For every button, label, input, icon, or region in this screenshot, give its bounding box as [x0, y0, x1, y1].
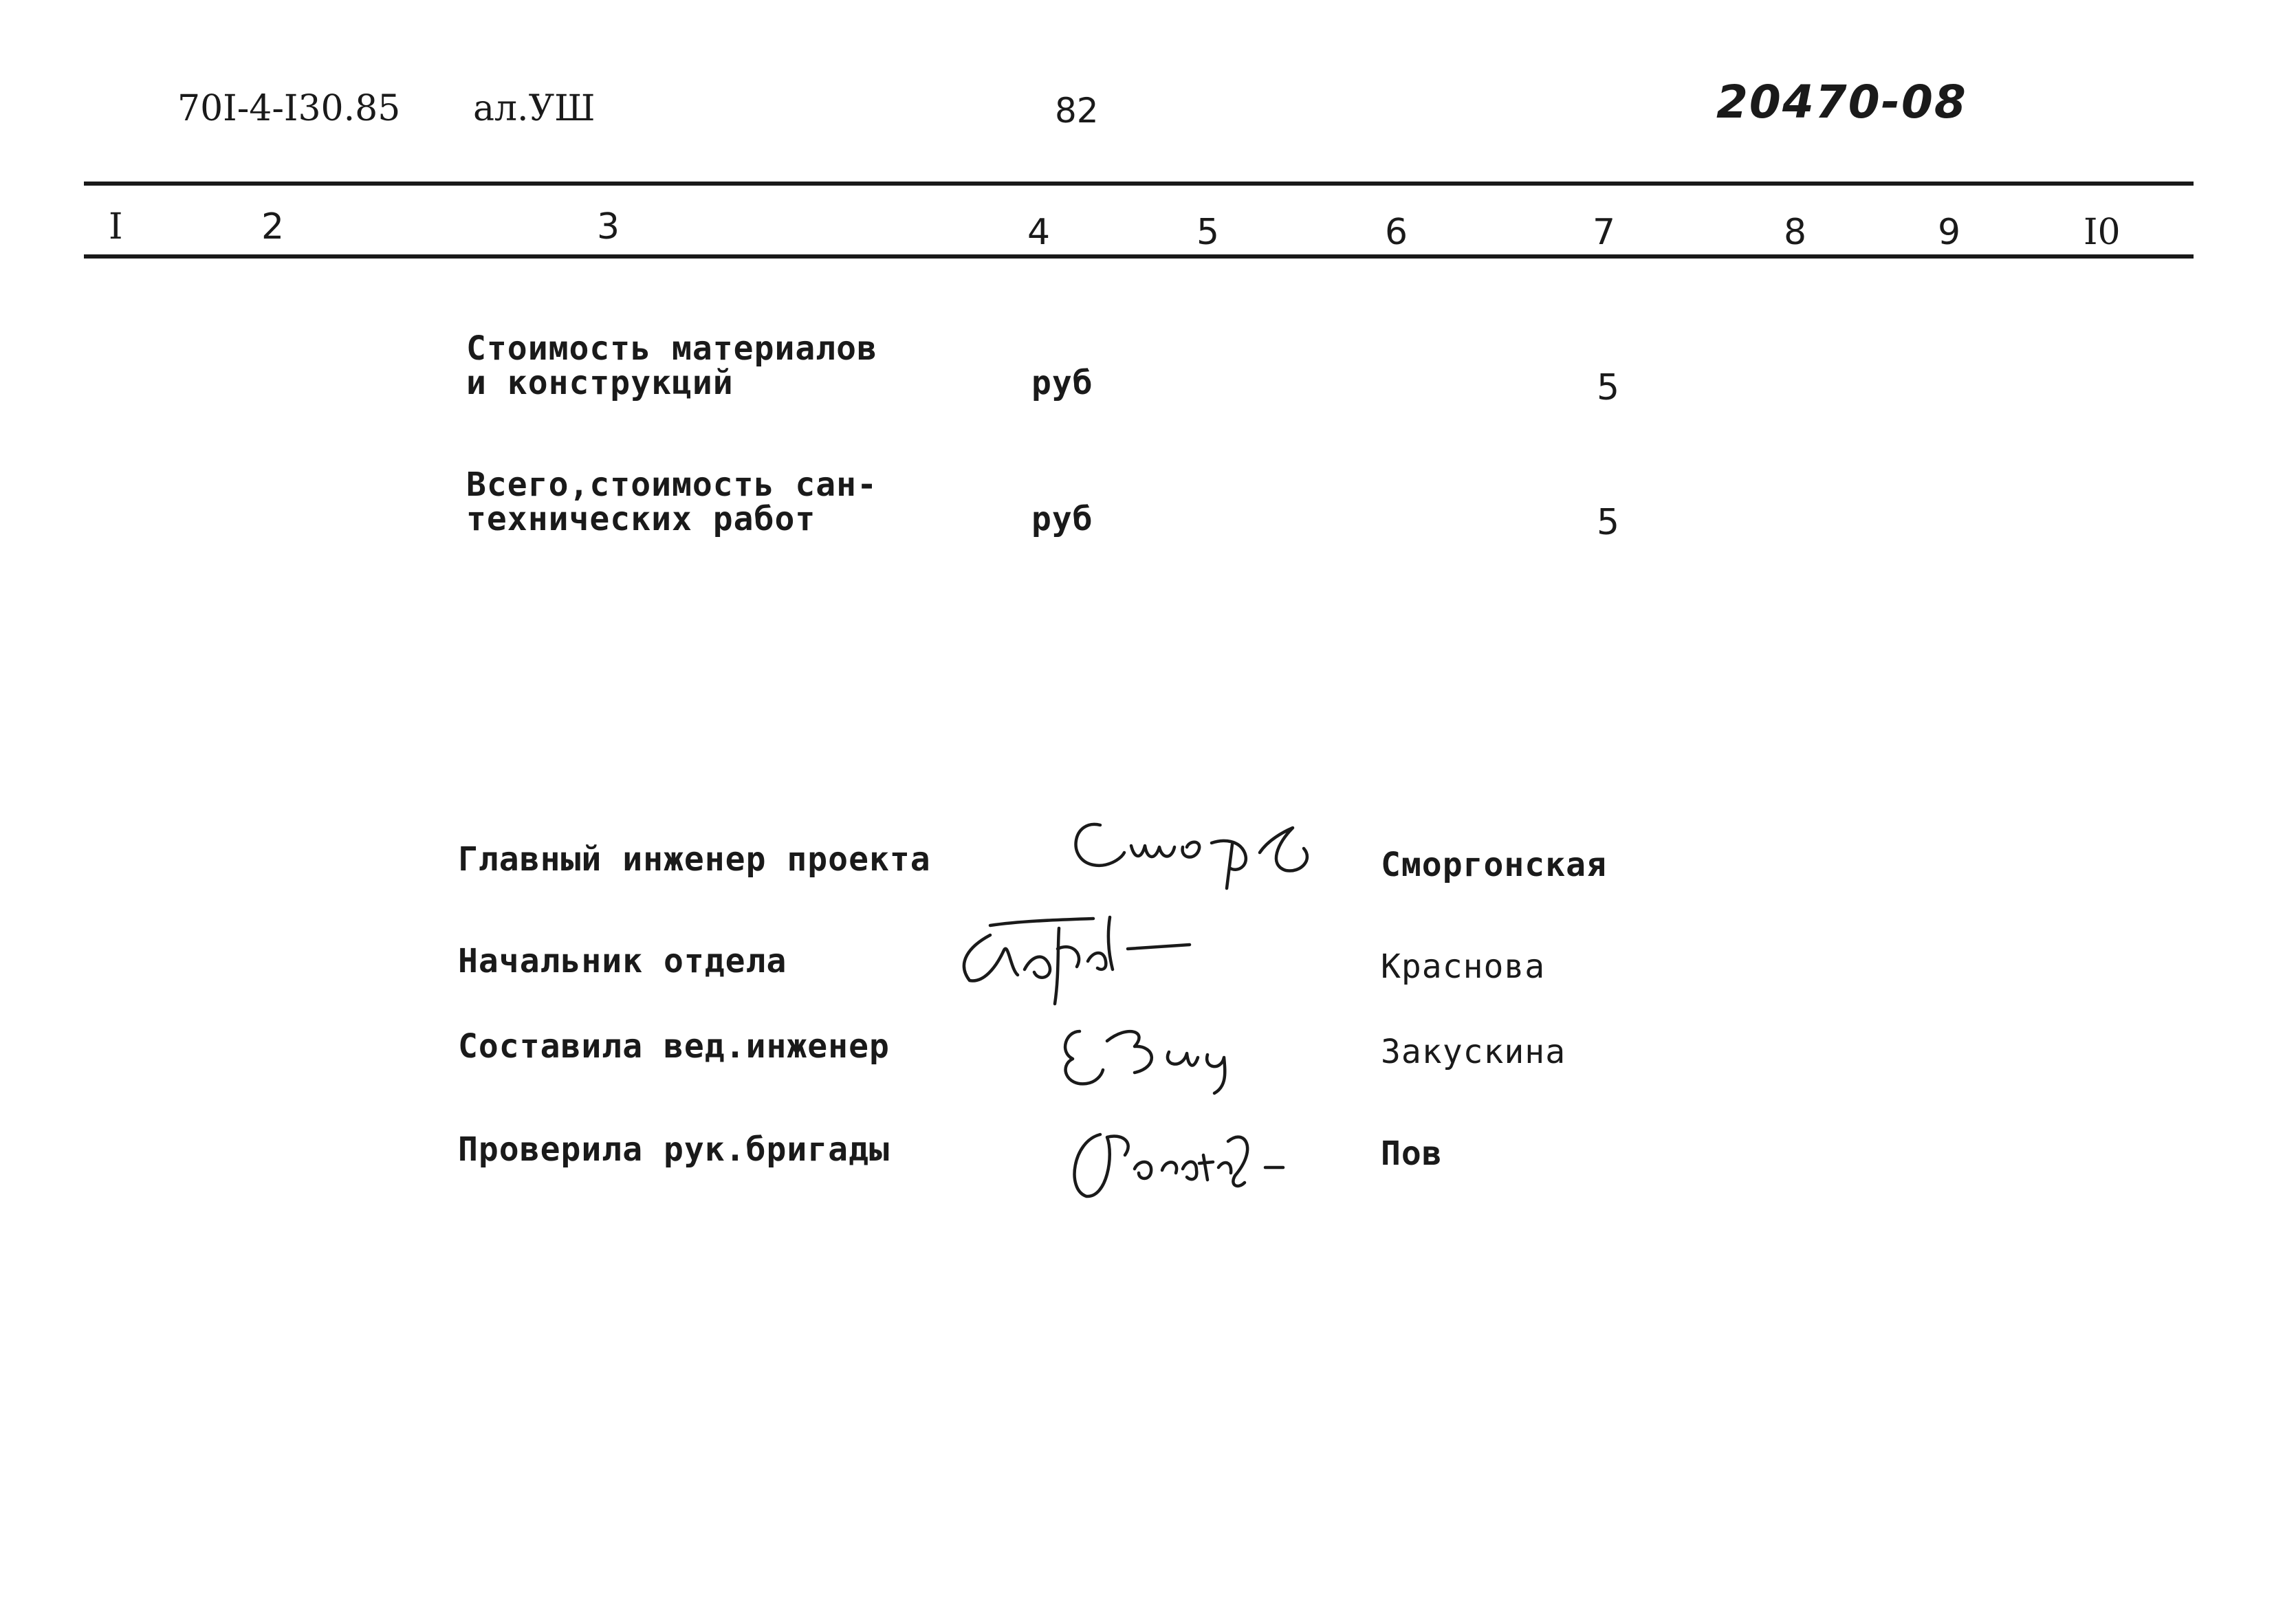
- signature-role-department-head: Начальник отдела: [458, 942, 787, 980]
- album-label: ал.УШ: [473, 88, 595, 129]
- row-1-col7-value: 5: [1597, 367, 1620, 408]
- column-number-10: I0: [2084, 212, 2121, 253]
- row-2-description: [466, 465, 877, 538]
- signature-name-lead-engineer: Закускина: [1381, 1033, 1566, 1071]
- column-number-8: 8: [1784, 212, 1807, 253]
- handwritten-signature-4: [1059, 1114, 1307, 1210]
- row-2-line-1: Всего,стоимость сан-: [466, 465, 877, 504]
- header-bottom-rule: [84, 254, 2194, 259]
- row-2-line-2: технических работ: [466, 500, 816, 538]
- handwritten-signature-1: [1059, 804, 1334, 894]
- row-2-unit: руб: [1031, 500, 1093, 538]
- page-number: 82: [1055, 91, 1099, 131]
- column-number-6: 6: [1385, 212, 1408, 253]
- column-number-4: 4: [1027, 212, 1051, 253]
- handwritten-signature-3: [1052, 1004, 1258, 1100]
- archive-number: 20470-08: [1716, 76, 1967, 129]
- signature-role-team-leader: Проверила рук.бригады: [458, 1130, 890, 1169]
- row-1-line-2: и конструкций: [466, 364, 734, 402]
- column-number-3: 3: [597, 206, 620, 248]
- row-1-line-1: Стоимость материалов: [466, 329, 877, 368]
- column-number-9: 9: [1938, 212, 1961, 253]
- row-2-col7-value: 5: [1597, 502, 1620, 543]
- column-number-1: I: [109, 206, 123, 248]
- column-number-2: 2: [261, 206, 285, 248]
- header-top-rule: [84, 182, 2194, 186]
- row-1-unit: руб: [1031, 364, 1093, 402]
- signature-role-chief-engineer: Главный инженер проекта: [458, 840, 931, 879]
- handwritten-signature-2: [942, 901, 1231, 1018]
- row-1-description: [466, 331, 877, 400]
- signature-name-department-head: Краснова: [1381, 947, 1546, 986]
- signature-role-lead-engineer: Составила вед.инженер: [458, 1027, 890, 1066]
- column-number-7: 7: [1593, 212, 1616, 253]
- signature-name-chief-engineer: Сморгонская: [1381, 846, 1607, 884]
- document-code: 70I-4-I30.85: [177, 88, 401, 129]
- signature-name-team-leader: Пов: [1381, 1134, 1443, 1173]
- column-number-5: 5: [1196, 212, 1220, 253]
